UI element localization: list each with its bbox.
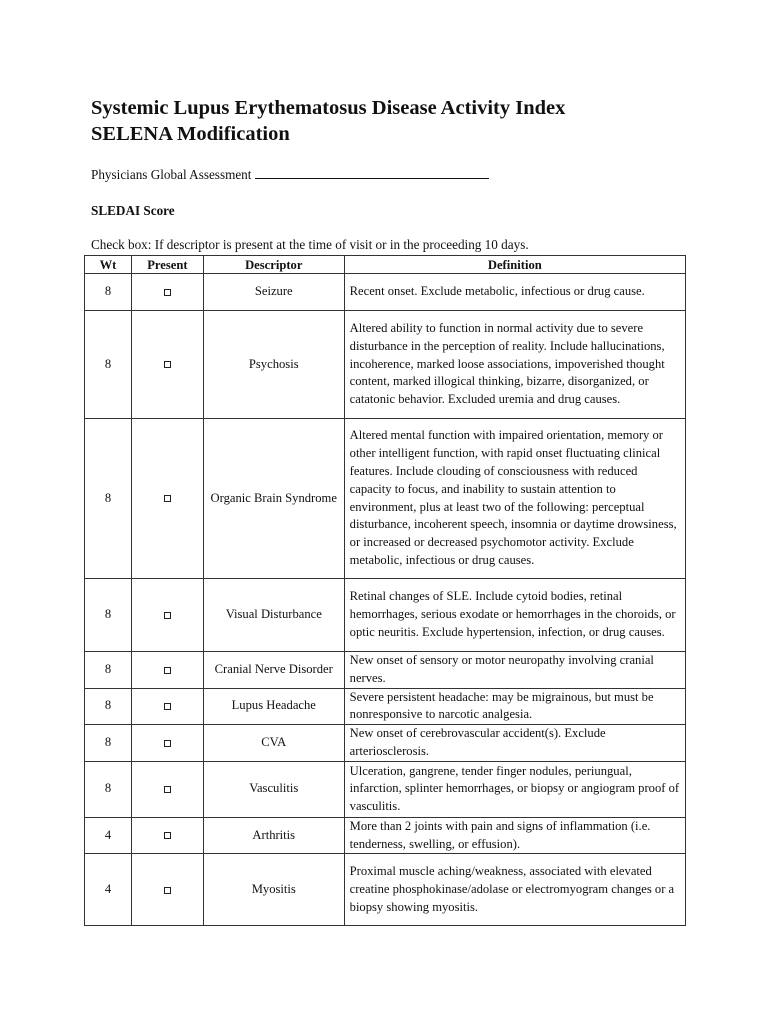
present-checkbox-cell[interactable] — [131, 311, 203, 419]
title-line-1: Systemic Lupus Erythematosus Disease Activity Index — [91, 97, 566, 119]
physician-assessment — [91, 166, 489, 183]
row-definition: New onset of cerebrovascular accident(s). Exclude arteriosclerosis. — [344, 725, 685, 762]
physician-assessment-blank[interactable] — [255, 166, 489, 179]
present-checkbox[interactable] — [164, 740, 171, 747]
present-checkbox-cell[interactable] — [131, 854, 203, 926]
header-descriptor: Descriptor — [203, 256, 344, 274]
row-weight: 4 — [85, 817, 132, 854]
row-definition: Severe persistent headache: may be migrainous, but must be nonresponsive to narcotic analgesia. — [344, 688, 685, 725]
present-checkbox[interactable] — [164, 786, 171, 793]
present-checkbox[interactable] — [164, 667, 171, 674]
row-weight: 8 — [85, 419, 132, 579]
header-wt: Wt — [85, 256, 132, 274]
title-line-2: SELENA Modification — [91, 123, 290, 145]
row-descriptor: Organic Brain Syndrome — [203, 419, 344, 579]
row-descriptor: Vasculitis — [203, 761, 344, 817]
row-definition: Altered mental function with impaired orientation, memory or other intelligent function, with rapid onset fluctuating clinical features. Include clouding of consciousness with reduced capacity to focus, and inability to sustain attention to environment, plus at least two of the following: perceptual disturbance, incoherent speech, insomnia or daytime drowsiness, or increased or decreased psychomotor activity. Exclude metabolic, infectious or drug causes. — [344, 419, 685, 579]
row-definition: New onset of sensory or motor neuropathy involving cranial nerves. — [344, 652, 685, 689]
present-checkbox-cell[interactable] — [131, 688, 203, 725]
row-definition: Ulceration, gangrene, tender finger nodules, periungual, infarction, splinter hemorrhages, or biopsy or angiogram proof of vasculitis. — [344, 761, 685, 817]
row-definition: Altered ability to function in normal activity due to severe disturbance in the perception of reality. Include hallucinations, incoherence, marked loose associations, impoverished thought content, marked illogical thinking, bizarre, disorganized, or catatonic behavior. Excluded uremia and drug causes. — [344, 311, 685, 419]
header-present: Present — [131, 256, 203, 274]
present-checkbox[interactable] — [164, 887, 171, 894]
present-checkbox-cell[interactable] — [131, 725, 203, 762]
table-header-row — [85, 256, 686, 274]
table-row — [85, 688, 686, 725]
present-checkbox-cell[interactable] — [131, 652, 203, 689]
section-heading: SLEDAI Score — [91, 203, 175, 218]
row-descriptor: Lupus Headache — [203, 688, 344, 725]
header-definition: Definition — [344, 256, 685, 274]
present-checkbox-cell[interactable] — [131, 419, 203, 579]
table-row — [85, 274, 686, 311]
physician-assessment-label: Physicians Global Assessment — [91, 167, 252, 182]
present-checkbox-cell[interactable] — [131, 817, 203, 854]
present-checkbox-cell[interactable] — [131, 761, 203, 817]
table-row — [85, 579, 686, 652]
present-checkbox[interactable] — [164, 495, 171, 502]
row-descriptor: Myositis — [203, 854, 344, 926]
row-descriptor: CVA — [203, 725, 344, 762]
present-checkbox-cell[interactable] — [131, 274, 203, 311]
row-weight: 8 — [85, 579, 132, 652]
row-descriptor: Arthritis — [203, 817, 344, 854]
row-definition: Retinal changes of SLE. Include cytoid bodies, retinal hemorrhages, serious exodate or hemorrhages in the choroids, or optic neuritis. Exclude hypertension, infection, or drug causes. — [344, 579, 685, 652]
present-checkbox-cell[interactable] — [131, 579, 203, 652]
row-weight: 8 — [85, 688, 132, 725]
row-descriptor: Seizure — [203, 274, 344, 311]
sledai-table — [84, 255, 686, 926]
row-descriptor: Psychosis — [203, 311, 344, 419]
table-row — [85, 854, 686, 926]
row-definition: More than 2 joints with pain and signs of inflammation (i.e. tenderness, swelling, or effusion). — [344, 817, 685, 854]
row-weight: 8 — [85, 311, 132, 419]
present-checkbox[interactable] — [164, 289, 171, 296]
row-weight: 8 — [85, 274, 132, 311]
row-weight: 4 — [85, 854, 132, 926]
table-row — [85, 725, 686, 762]
row-weight: 8 — [85, 652, 132, 689]
present-checkbox[interactable] — [164, 612, 171, 619]
row-weight: 8 — [85, 725, 132, 762]
present-checkbox[interactable] — [164, 361, 171, 368]
row-weight: 8 — [85, 761, 132, 817]
table-row — [85, 652, 686, 689]
row-definition: Recent onset. Exclude metabolic, infectious or drug cause. — [344, 274, 685, 311]
row-descriptor: Visual Disturbance — [203, 579, 344, 652]
table-row — [85, 817, 686, 854]
table-row — [85, 419, 686, 579]
instruction-text: Check box: If descriptor is present at the time of visit or in the proceeding 10 days. — [91, 237, 529, 252]
table-row — [85, 311, 686, 419]
present-checkbox[interactable] — [164, 832, 171, 839]
row-definition: Proximal muscle aching/weakness, associated with elevated creatine phosphokinase/adolase or electromyogram changes or a biopsy showing myositis. — [344, 854, 685, 926]
present-checkbox[interactable] — [164, 703, 171, 710]
row-descriptor: Cranial Nerve Disorder — [203, 652, 344, 689]
document-title — [91, 95, 565, 147]
table-row — [85, 761, 686, 817]
